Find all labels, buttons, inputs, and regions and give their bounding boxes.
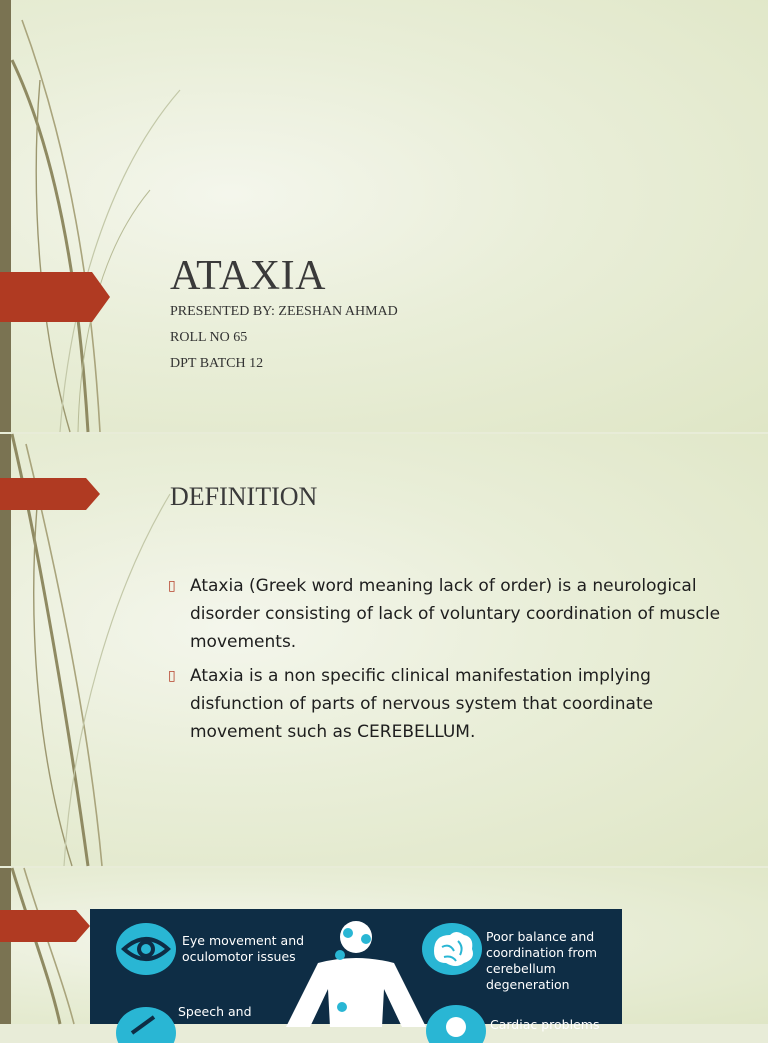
arrow-tab — [0, 478, 102, 510]
bullet-marker: ▯ — [168, 578, 176, 594]
list-item — [168, 662, 728, 746]
bullet-text: Ataxia (Greek word meaning lack of order) is a neurological disorder consisting of lack of voluntary coordination of muscle movements. — [190, 576, 721, 652]
list-item — [168, 572, 728, 656]
presenter-name: PRESENTED BY: ZEESHAN AHMAD — [170, 304, 398, 319]
symptom-infographic — [90, 909, 622, 1032]
arrow-tab — [0, 910, 92, 942]
roll-number: ROLL NO 65 — [170, 330, 248, 345]
definition-list — [168, 572, 728, 752]
batch-info: DPT BATCH 12 — [170, 356, 264, 371]
brain-icon — [420, 921, 484, 977]
eye-symptom-label: Eye movement and oculomotor issues — [182, 933, 305, 964]
eye-icon — [114, 921, 178, 977]
human-body-figure — [276, 917, 436, 1027]
bullet-marker: ▯ — [168, 668, 176, 684]
speech-symptom-label: Speech and — [178, 1004, 252, 1019]
symptoms-slide — [0, 868, 768, 1032]
cardiac-symptom-label: Cardiac problems — [490, 1017, 600, 1032]
arrow-tab — [0, 272, 112, 322]
bullet-text: Ataxia is a non specific clinical manifestation implying disfunction of parts of nervous system that coordinate movement such as CEREBELLUM. — [190, 666, 654, 742]
title-slide — [0, 0, 768, 432]
heart-icon — [424, 1001, 488, 1041]
side-bar — [0, 868, 11, 1024]
side-bar — [0, 0, 11, 432]
definition-slide — [0, 434, 768, 866]
presentation-title: ATAXIA — [170, 253, 326, 299]
decorative-swooshes — [0, 0, 768, 432]
definition-heading: DEFINITION — [170, 482, 318, 511]
balance-symptom-label: Poor balance and coordination from cerebellum degeneration — [486, 929, 598, 992]
speech-icon — [114, 1003, 178, 1043]
